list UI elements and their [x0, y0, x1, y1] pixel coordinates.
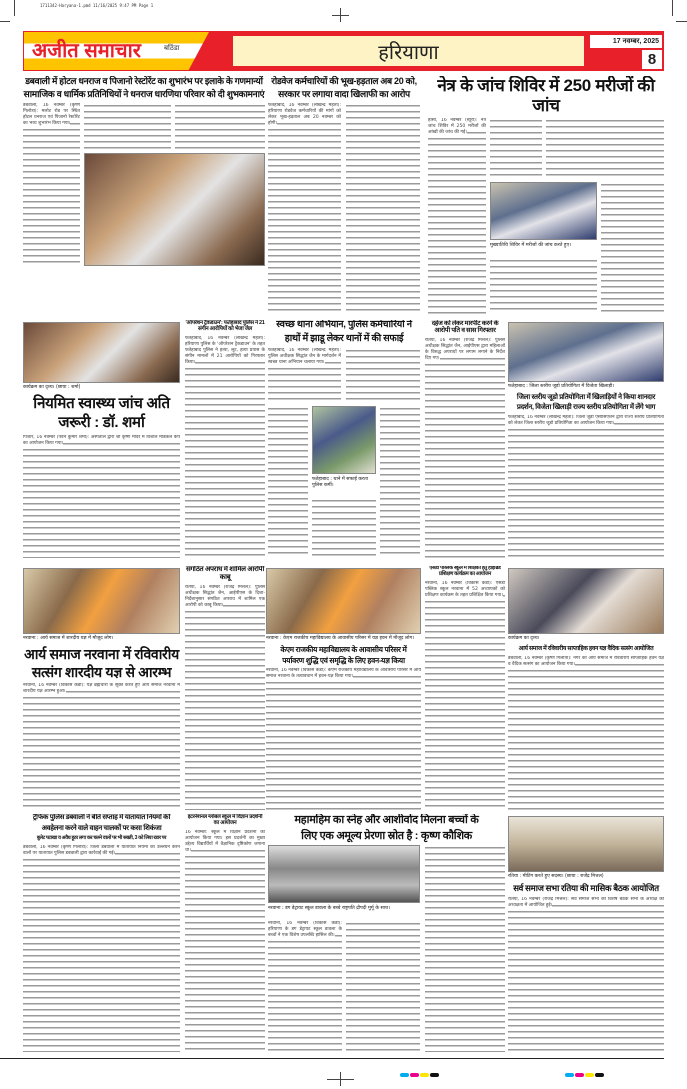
headline: एसडी पब्लिक स्कूल में शिक्षकों हेतु हाइब्रिड प्रशिक्षण कार्यक्रम का आयोजन — [429, 566, 501, 577]
article-text: फतेहाबाद, 16 नवम्बर (लखिन्द्र मैहता): पुलिस अधीक्षक सिद्धांत जैन के मार्गदर्शन में स्वच्छ थाना अभियान चलाया गया। — [268, 347, 341, 365]
headline: स्वच्छ थाना अभियान, पुलिस कर्मचारियों ने — [276, 320, 412, 330]
headline: 'ऑपरेशन ट्रैकडाउन': फतेहाबाद पुलिस ने 21 संगीन आरोपियों को भेजा जेल — [185, 320, 265, 333]
crop-mark — [0, 21, 10, 22]
article-body — [425, 845, 505, 1052]
article-text: नरवाना, 16 नवम्बर (विकास केडी): केएम राजकीय महाविद्यालय के आवासीय परिसर में आर्य समाज नरवाना के तत्वावधान में हवन-यज्ञ किया गया। — [266, 668, 421, 680]
article-body — [268, 348, 341, 402]
article-organised-crime — [185, 566, 265, 810]
article-hotel — [23, 76, 265, 266]
headline: केएम राजकीय महाविद्यालय के आवासीय परिसर में — [280, 645, 407, 654]
article-text: डबवाली, 16 नवम्बर (कृष्ण गिलोत्रा): जिला डबवाली में यातायात नियमों का उल्लंघन करने वालों पर यातायात पुलिस डबवाली द्वारा कार्रवाई की गई। — [23, 844, 180, 856]
headline: इंटरनेशनल ग्लोबल स्कूल में विज्ञान प्रदर्शनी का आयोजन — [187, 814, 263, 827]
crop-mark — [676, 21, 687, 22]
headline: सर्व समाज सभा रतिया की मासिक बैठक आयोजित — [513, 883, 659, 893]
photo-caption: नरवाना : आर्य समाज में शारदीय यज्ञ में मौजूद लोग। — [23, 636, 114, 641]
article-body — [546, 118, 664, 178]
article-text: रतिया, 16 नवम्बर (राजेंद्र मित्तल): पुलिस अधीक्षक सिद्धांत जैन, आईपीएस के दिशा-निर्देशानुसार संगठित अपराध में शामिल एक आरोपी को काबू किया। — [185, 585, 265, 609]
photo-caption: कार्यक्रम का दृश्य। (छाया : शर्मा) — [23, 385, 81, 390]
article-body — [268, 406, 308, 558]
crop-mark — [672, 0, 673, 16]
article-operation-trackdown — [185, 320, 265, 558]
headline: जरूरी : डॉ. शर्मा — [58, 414, 145, 432]
headline: ट्रैफिक पुलिस डबवाली ने बीते सप्ताह में यातायात नियमों की — [32, 814, 171, 821]
article-body — [508, 415, 664, 558]
article-text: 16 नवम्बर: स्कूल में विज्ञान प्रदर्शनी का आयोजन किया गया। इस प्रदर्शनी का मुख्य उद्देश्य विद्यार्थियों में वैज्ञानिक दृष्टिकोण जगाना था। — [185, 829, 265, 853]
article-text: फतेहाबाद, 16 नवम्बर (लखिन्द्र मैहता): जिला जूडो एसोसिएशन द्वारा राज्य स्तरीय प्रतियोगिता को लेकर जिला स्तरीय जूडो प्रतियोगिता का आयोजन किया गया। — [508, 415, 664, 427]
article-text: डबवाली, 16 नवम्बर (कृष्ण गिलोत्रा): मलोट रोड पर स्थित होटल धनराज एवं पिजानो रेस्टोरेंट का भव्य शुभारंभ किया गया। — [23, 102, 80, 126]
article-body — [185, 336, 265, 558]
article-body — [346, 103, 420, 314]
article-text: नरवाना, 16 नवम्बर (विकास केडी): एसडी पब्लिक स्कूल नरवाना में 52 अध्यापकों को प्रशिक्षण कार्यक्रम के तहत प्रशिक्षित किया गया। — [425, 580, 505, 598]
article-body — [268, 921, 342, 1052]
headline: सत्संग शारदीय यज्ञ से आरम्भ — [31, 664, 172, 681]
article-text: नरवाना, 16 नवम्बर (विकास केडी): यज्ञ ब्रह्मचारी के सूक्त करते हुए आर्य समाज नरवाना में शारदीय यज्ञ आरम्भ हुआ। — [23, 683, 180, 695]
article-columns — [268, 348, 420, 558]
print-slug: 1711342-Haryana-1.pmd 11/16/2025 9:47 PM Page 1 — [40, 3, 154, 8]
article-health-camp — [23, 320, 180, 558]
article-body — [23, 435, 180, 559]
headline: अवहेलना करने वाले वाहन चालकों पर कसा शिकंजा — [41, 825, 162, 833]
photo-caption: नरवाना : डग डेट्रायट स्कूल डावला के बच्चे राष्ट्रपति द्रौपदी मुर्मू के साथ। — [268, 906, 390, 912]
article-arya-dabwali — [508, 566, 664, 810]
article-clean-station — [268, 320, 420, 558]
photo-caption: रतिया : मीटिंग करते हुए सदस्य। (छाया : राजेंद्र मित्तल) — [508, 874, 604, 879]
article-body — [490, 258, 597, 314]
article-body — [312, 498, 376, 558]
article-dowry-arrest — [425, 320, 505, 558]
photo-eye-camp — [490, 182, 597, 240]
headline: पर्यावरण शुद्धि एवं समृद्धि के लिए हवन-यज्ञ किया — [282, 655, 405, 665]
article-body — [84, 103, 171, 149]
registration-mark — [332, 15, 349, 16]
article-body — [601, 182, 664, 314]
article-text: रतिया, 16 नवम्बर (राजेंद्र मित्तल): सर्व समाज सभा की विशेष बैठक सभा के अध्यक्ष की अध्यक्षता में आयोजित हुई। — [508, 896, 664, 908]
article-science-fair — [185, 814, 265, 1052]
article-body — [508, 897, 664, 1052]
article-text: डबवाली, 16 नवम्बर (कृष्ण गिलोत्रा): नगर की आर्य समाज में रविवारीय साप्ताहिक हवन यज्ञ व वैदिक सत्संग का आयोजन किया गया। — [508, 655, 664, 667]
article-text: पिंजौर, 16 नवम्बर (पवन कुमार शर्मा): अस्पताल द्वारा श्री कृष्ण मंदिर में विशाल मेडिकल कैंप का आयोजन किया गया। — [23, 434, 180, 446]
headline: हाथों में झाडू लेकर थानों में की सफाई — [284, 332, 404, 344]
article-body — [425, 581, 505, 810]
photo-caption: फतेहाबाद : जिला स्तरीय जूडो प्रतियोगिता में विजेता खिलाड़ी। — [508, 384, 615, 389]
headline: दहेज को लेकर मारपीट करने के आरोपी पति व सास गिरफ्तार — [431, 320, 499, 335]
headline: महामहिम का स्नेह और आशीर्वाद मिलना बच्चों के — [294, 814, 479, 826]
photo-caption: नरवाना : केएम राजकीय महाविद्यालय के आवासीय परिसर में यज्ञ हवन में मौजूद लोग। — [266, 636, 415, 641]
article-text: हांसी, 16 नवम्बर (ब्यूरो): नेत्र जांच शिविर में 250 मरीजों की आंखों की जांच की गई। — [428, 118, 486, 136]
crop-mark — [14, 0, 15, 16]
article-body — [490, 118, 542, 178]
article-arya-narwana — [23, 566, 180, 810]
issue-date: 17 नवम्बर, 2025 — [590, 35, 662, 48]
headline: प्रदर्शन, विजेता खिलाड़ी राज्य स्तरीय प्रतियोगिता में लेंगे भाग — [516, 404, 656, 412]
headline: संगठित अपराध में शामिल आरोपी काबू — [185, 566, 265, 582]
article-judo — [508, 320, 664, 558]
article-sd-school — [425, 566, 505, 810]
photo-havan — [266, 568, 421, 634]
page-number: 8 — [642, 50, 662, 69]
photo-hotel-inauguration — [84, 153, 265, 266]
masthead — [23, 31, 664, 71]
article-body — [266, 668, 421, 810]
article-columns — [428, 118, 664, 314]
article-columns — [23, 103, 265, 266]
photo-meeting — [508, 816, 664, 872]
article-body — [185, 585, 265, 810]
article-roadways — [268, 76, 420, 314]
color-registration-bar — [400, 1062, 440, 1081]
photo-children-with-president — [268, 845, 420, 903]
article-body — [346, 348, 420, 402]
headline: नियमित स्वास्थ्य जांच अति — [33, 395, 170, 412]
headline: रोडवेज कर्मचारियों की भूख-हड़ताल अब 20 को, — [271, 76, 417, 86]
article-body — [23, 845, 180, 1052]
page-bottom-rule — [0, 1058, 664, 1059]
color-registration-bar — [565, 1062, 605, 1081]
article-km-college — [266, 566, 421, 810]
brand-logo: अजीत समाचार — [32, 40, 141, 62]
article-text: फतेहाबाद, 16 नवम्बर (लखिन्द्र मैहता): हरियाणा पुलिस के 'ऑपरेशन ट्रैकडाउन' के तहत फतेहाबाद पुलिस ने हत्या, लूट, हत्या प्रयास के संगीन मामलों में 21 आरोपियों को गिरफ्तार किया। — [185, 335, 265, 365]
article-text: नरवाना, 16 नवम्बर (विकास केडी): हरियाणा के डग डेट्रायट स्कूल डावला के बच्चों ने एक विशेष उपलब्धि हासिल की। — [268, 921, 342, 939]
photo-police-sweeping — [312, 406, 376, 474]
headline: सरकार पर लगाया वादा खिलाफी का आरोप — [278, 89, 410, 100]
photo-judo-players — [508, 322, 664, 382]
article-body — [346, 921, 420, 1052]
article-body — [380, 406, 420, 558]
article-text: फतेहाबाद, 16 नवम्बर (लखिन्द्र मैहता): हरियाणा रोडवेज कर्मचारियों की मांगों को लेकर भूख-हड़ताल अब 20 नवम्बर को होगी। — [268, 102, 341, 126]
headline: डबवाली में होटल धनराज व पिजानो रेस्टोरेंट का शुभारंभ पर इलाके के गणमान्यों — [25, 76, 263, 86]
headline: सामाजिक व धार्मिक प्रतिनिधियों ने धनराज धारणिया परिवार को दी शुभकामनाएं — [23, 89, 265, 100]
article-eye-camp — [428, 76, 664, 314]
article-president-visit — [268, 814, 505, 1052]
subheadline: बुलेट पटाखा व अवैध हूटर लगा कर चलने वालों पर भी सख्ती, 3 को लिया रडार पर — [36, 835, 167, 842]
article-body — [23, 683, 180, 810]
section-title: हरियाणा — [233, 36, 584, 66]
article-body — [425, 338, 505, 558]
article-columns — [268, 845, 505, 1052]
registration-mark — [327, 1079, 354, 1080]
article-body — [508, 656, 664, 810]
article-body — [268, 103, 341, 314]
article-body — [185, 830, 265, 1052]
photo-health-camp — [23, 322, 180, 383]
photo-caption: मुख्यातिथि शिविर में मरीजों की जांच करते हुए। — [490, 243, 571, 249]
article-text: रतिया, 16 नवम्बर (राजेंद्र मित्तल): पुलिस अधीक्षक सिद्धांत जैन, आईपीएस द्वारा महिलाओं के विरुद्ध अपराधों पर लगाम लगाने के निर्देश दिए गए। — [425, 337, 505, 361]
photo-caption: फतेहाबाद : थाने में सफाई करता पुलिस कर्मी। — [312, 476, 368, 488]
article-sarv-samaj — [508, 814, 664, 1052]
edition-label: बठिंडा — [164, 44, 180, 52]
photo-havan — [508, 568, 664, 634]
headline: आर्य समाज में रविवारीय साप्ताहिक हवन यज्ञ वैदिक सत्संग आयोजित — [518, 646, 654, 652]
photo-caption: कार्यक्रम का दृश्य। — [508, 636, 540, 641]
article-body — [23, 103, 80, 266]
headline: आर्य समाज नरवाना में रविवारीय — [24, 646, 179, 662]
article-body — [428, 118, 486, 314]
photo-yagya — [23, 568, 180, 634]
headline: लिए एक अमूल्य प्रेरणा स्रोत है : कृष्ण कौशिक — [301, 829, 472, 842]
article-body — [175, 103, 265, 149]
headline: जिला स्तरीय जूडो प्रतियोगिता में खिलाड़ियों ने किया शानदार — [516, 394, 656, 401]
headline: नेत्र के जांच शिविर में 250 मरीजों की जांच — [437, 76, 655, 115]
article-traffic-police — [23, 814, 180, 1052]
article-columns — [268, 103, 420, 314]
